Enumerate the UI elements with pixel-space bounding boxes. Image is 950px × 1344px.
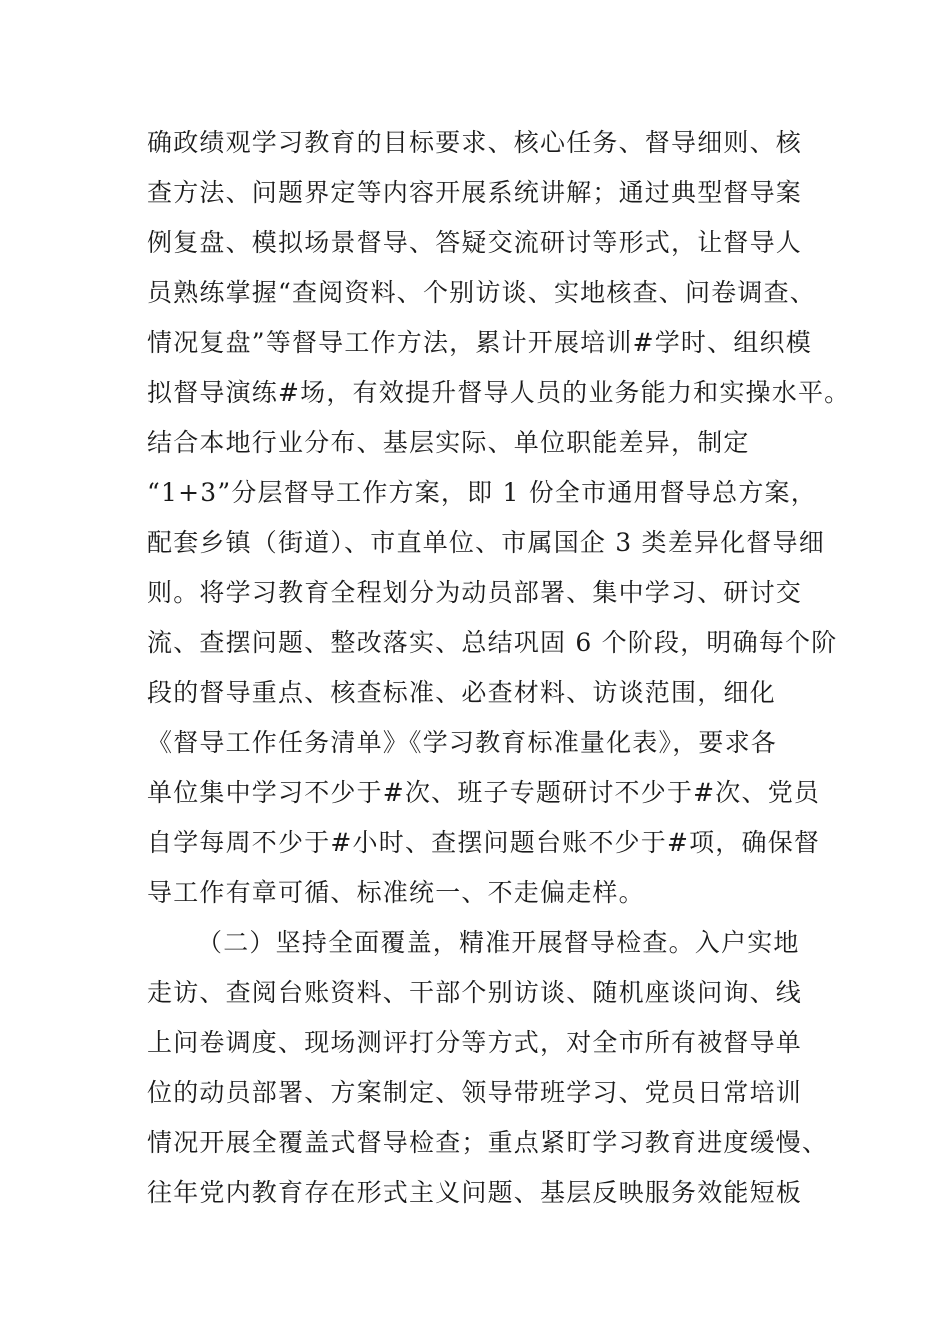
text-line: 结合本地行业分布、基层实际、单位职能差异，制定 [147, 428, 750, 457]
text-line: 单位集中学习不少于#次、班子专题研讨不少于#次、党员 [147, 778, 821, 807]
text-line: 拟督导演练#场，有效提升督导人员的业务能力和实操水平。 [147, 378, 851, 407]
text-line: 自学每周不少于#小时、查摆问题台账不少于#项，确保督 [147, 828, 821, 857]
text-line: 上问卷调度、现场测评打分等方式，对全市所有被督导单 [147, 1028, 803, 1057]
text-line: 情况开展全覆盖式督导检查；重点紧盯学习教育进度缓慢、 [147, 1128, 829, 1157]
text-line: 位的动员部署、方案制定、领导带班学习、党员日常培训 [147, 1078, 803, 1107]
section-heading-line: （二）坚持全面覆盖，精准开展督导检查。入户实地 [197, 928, 800, 957]
text-line: “1+3”分层督导工作方案，即 1 份全市通用督导总方案， [147, 478, 817, 507]
text-line: 查方法、问题界定等内容开展系统讲解；通过典型督导案 [147, 178, 803, 207]
text-line: 流、查摆问题、整改落实、总结巩固 6 个阶段，明确每个阶 [147, 628, 838, 657]
text-line: 例复盘、模拟场景督导、答疑交流研讨等形式，让督导人 [147, 228, 803, 257]
text-line: 则。将学习教育全程划分为动员部署、集中学习、研讨交 [147, 578, 803, 607]
text-line: 往年党内教育存在形式主义问题、基层反映服务效能短板 [147, 1178, 803, 1207]
text-line: 情况复盘”等督导工作方法，累计开展培训#学时、组织模 [147, 328, 812, 357]
text-line: 《督导工作任务清单》《学习教育标准量化表》，要求各 [147, 728, 778, 757]
text-line: 员熟练掌握“查阅资料、个别访谈、实地核查、问卷调查、 [147, 278, 816, 307]
text-line: 配套乡镇（街道）、市直单位、市属国企 3 类差异化督导细 [147, 528, 825, 557]
text-line: 段的督导重点、核查标准、必查材料、访谈范围，细化 [147, 678, 776, 707]
text-line: 导工作有章可循、标准统一、不走偏走样。 [147, 878, 645, 907]
text-line: 确政绩观学习教育的目标要求、核心任务、督导细则、核 [147, 128, 803, 157]
text-line: 走访、查阅台账资料、干部个别访谈、随机座谈问询、线 [147, 978, 803, 1007]
